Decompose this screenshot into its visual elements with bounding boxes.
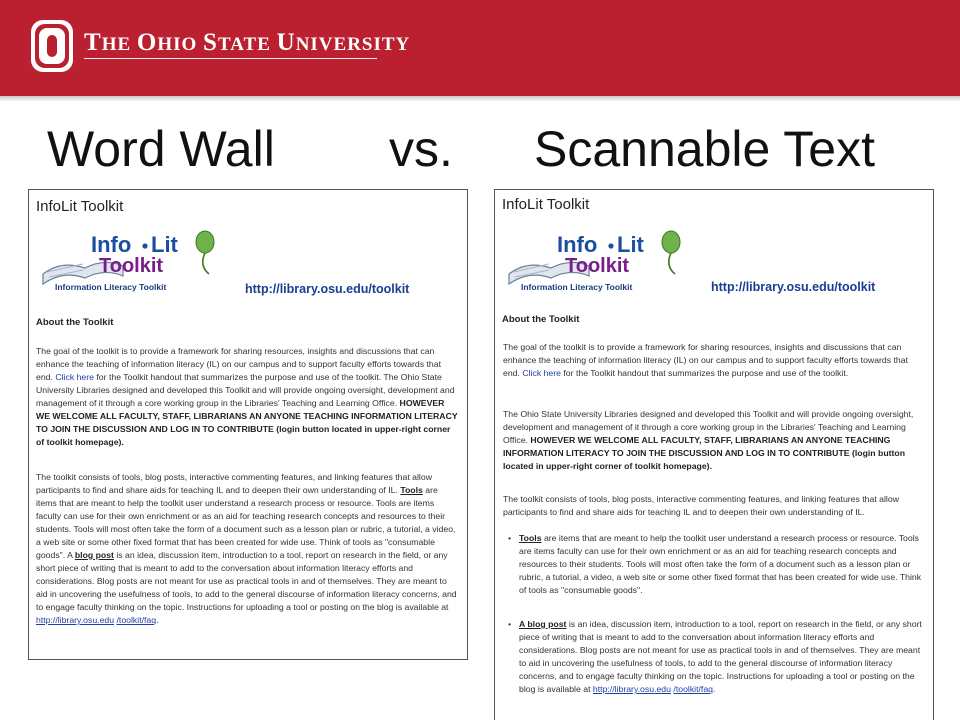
text-span: The Ohio State University Libraries designed and developed this Toolkit and will provide ongoing oversight, development and management of it through a core working group in the Libraries' Teaching and Learning Office. bbox=[503, 409, 914, 445]
faq-link-part-1[interactable]: http://library.osu.edu bbox=[592, 684, 671, 694]
scannable-paragraph-3: The toolkit consists of tools, blog posts, interactive commenting features, and linking features that allow participants to find and share aids for teaching IL and to deepen their own understanding of IL. bbox=[503, 494, 899, 517]
panel-heading: InfoLit Toolkit bbox=[36, 198, 124, 215]
bullet-text bbox=[519, 532, 929, 597]
logo-subtitle: Information Literacy Toolkit bbox=[521, 282, 633, 292]
logo-word-lit: Lit bbox=[617, 232, 644, 257]
text-span: for the Toolkit handout that summarizes the purpose and use of the toolkit. bbox=[563, 368, 849, 378]
logo-subtitle: Information Literacy Toolkit bbox=[55, 282, 167, 292]
title-word-wall: Word Wall bbox=[47, 121, 275, 177]
brand-letter: U bbox=[276, 29, 296, 56]
university-header-bar bbox=[0, 0, 960, 96]
faq-link-part-2[interactable]: /toolkit/faq bbox=[116, 615, 157, 625]
word-wall-paragraph-1 bbox=[36, 345, 460, 449]
text-span: are items that are meant to help the toolkit user understand a research process or resource. Tools are items faculty can use for their own enrichment or as an aid for teaching research concepts and resources to their students. Tools will most often take the form of a document such as a lesson plan or rubric, a tutorial, a video, a web site or some other fixed format that has been created for wide use. Think of tools as "consumable goods". A bbox=[36, 485, 456, 560]
infolit-toolkit-logo-icon bbox=[39, 230, 229, 295]
logo-word-toolkit: Toolkit bbox=[99, 255, 164, 277]
toolkit-url-link[interactable]: http://library.osu.edu/toolkit bbox=[711, 280, 876, 294]
tools-link[interactable]: Tools bbox=[519, 533, 542, 543]
bold-text-span: HOWEVER WE WELCOME ALL FACULTY, STAFF, LIBRARIANS AN ANYONE TEACHING INFORMATION LITERACY TO JOIN THE DISCUSSION AND LOG IN TO CONTRIBUTE (login button located in upper-right corner of toolkit homepage). bbox=[36, 398, 458, 447]
about-heading: About the Toolkit bbox=[502, 314, 580, 325]
blog-post-link[interactable]: blog post bbox=[74, 550, 114, 560]
brand-underline bbox=[84, 58, 377, 59]
click-here-link[interactable]: Click here bbox=[522, 368, 561, 378]
about-heading: About the Toolkit bbox=[36, 317, 114, 328]
panel-heading: InfoLit Toolkit bbox=[502, 196, 590, 213]
bullet-dot-icon: • bbox=[508, 533, 512, 543]
text-span: The goal of the toolkit is to provide a framework for sharing resources, insights and discussions that can enhance the teaching of information literacy (IL) on our campus and to support faculty efforts towards that end. bbox=[503, 342, 908, 378]
scannable-text-screenshot-panel bbox=[494, 189, 934, 720]
scannable-paragraph-2 bbox=[503, 408, 927, 473]
infolit-toolkit-logo-icon bbox=[505, 230, 695, 295]
text-span: are items that are meant to help the toolkit user understand a research process or resource. Tools are items faculty can use for their own enrichment or as an aid for teaching research concepts and resources to their students. Tools will most often take the form of a document such as a lesson plan or rubric, a tutorial, a video, a web site or some other fixed format that has been created for wide use. Think of tools as "consumable goods". bbox=[519, 533, 922, 595]
university-name bbox=[84, 29, 410, 57]
faq-link-part-1[interactable]: http://library.osu.edu bbox=[36, 615, 115, 625]
toolkit-url-link[interactable]: http://library.osu.edu/toolkit bbox=[245, 282, 410, 296]
bullet-text bbox=[519, 618, 929, 696]
bullet-dot-icon: • bbox=[508, 619, 512, 629]
word-wall-paragraph-2 bbox=[36, 471, 460, 627]
header-shadow bbox=[0, 96, 960, 102]
brand-letter: O bbox=[136, 29, 158, 56]
click-here-link[interactable]: Click here bbox=[55, 372, 94, 382]
bold-text-span: HOWEVER WE WELCOME ALL FACULTY, STAFF, LIBRARIANS AN ANYONE TEACHING INFORMATION LITERACY TO JOIN THE DISCUSSION AND LOG IN TO CONTRIBUTE (login button located in upper-right corner of toolkit homepage). bbox=[503, 435, 906, 471]
text-span: for the Toolkit handout that summarizes the purpose and use of the toolkit. The Ohio State University Libraries designed and developed this Toolkit and will provide ongoing oversight, development and management of it through a core working group in the Libraries' Teaching and Learning Office. bbox=[36, 372, 455, 408]
text-span: is an idea, discussion item, introduction to a tool, report on research in the field, or any short piece of writing that is meant to add to the conversation about information literacy efforts and considerations. Blog posts are not meant for use as practical tools in and of themselves. They are meant to aid in uncovering the usefulness of tools, to add to the general discourse of information literacy concerns, and to engage faculty thinking on the topic. Instructions for uploading a tool or posting on the blog is available at bbox=[36, 550, 457, 612]
logo-word-info: Info bbox=[91, 232, 132, 257]
brand-word: HIO bbox=[157, 34, 204, 55]
text-span: The toolkit consists of tools, blog posts, interactive commenting features, and linking features that allow participants to find and share aids for teaching IL and to deepen their own understanding of IL. bbox=[36, 472, 432, 495]
scannable-paragraph-1 bbox=[503, 341, 927, 380]
text-span: is an idea, discussion item, introduction to a tool, report on research in the field, or any short piece of writing that is meant to add to the conversation about information literacy efforts and considerations. Blog posts are not meant for use as practical tools in and of themselves. They are meant to aid in uncovering the usefulness of tools, to add to the general discourse of information literacy concerns, and to engage faculty thinking on the topic. Instructions for uploading a tool or posting on the blog is available at bbox=[519, 619, 922, 694]
logo-word-lit: Lit bbox=[151, 232, 178, 257]
text-span: The goal of the toolkit is to provide a framework for sharing resources, insights and discussions that can enhance the teaching of information literacy (IL) on our campus and to support faculty efforts towards that end. bbox=[36, 346, 441, 382]
title-vs: vs. bbox=[389, 121, 453, 177]
brand-letter: T bbox=[84, 29, 102, 56]
logo-word-info: Info bbox=[557, 232, 598, 257]
text-span: . bbox=[713, 684, 716, 694]
faq-link-part-2[interactable]: /toolkit/faq bbox=[673, 684, 714, 694]
ohio-state-block-o-logo-icon bbox=[30, 19, 74, 73]
brand-letter: S bbox=[203, 29, 218, 56]
brand-word: NIVERSITY bbox=[295, 34, 411, 55]
logo-word-toolkit: Toolkit bbox=[565, 255, 630, 277]
brand-word: TATE bbox=[217, 34, 277, 55]
word-wall-screenshot-panel bbox=[28, 189, 468, 660]
title-scannable-text: Scannable Text bbox=[534, 121, 875, 177]
blog-post-link[interactable]: A blog post bbox=[519, 619, 567, 629]
text-span: . bbox=[156, 615, 159, 625]
tools-link[interactable]: Tools bbox=[400, 485, 423, 495]
brand-word: HE bbox=[101, 34, 137, 55]
